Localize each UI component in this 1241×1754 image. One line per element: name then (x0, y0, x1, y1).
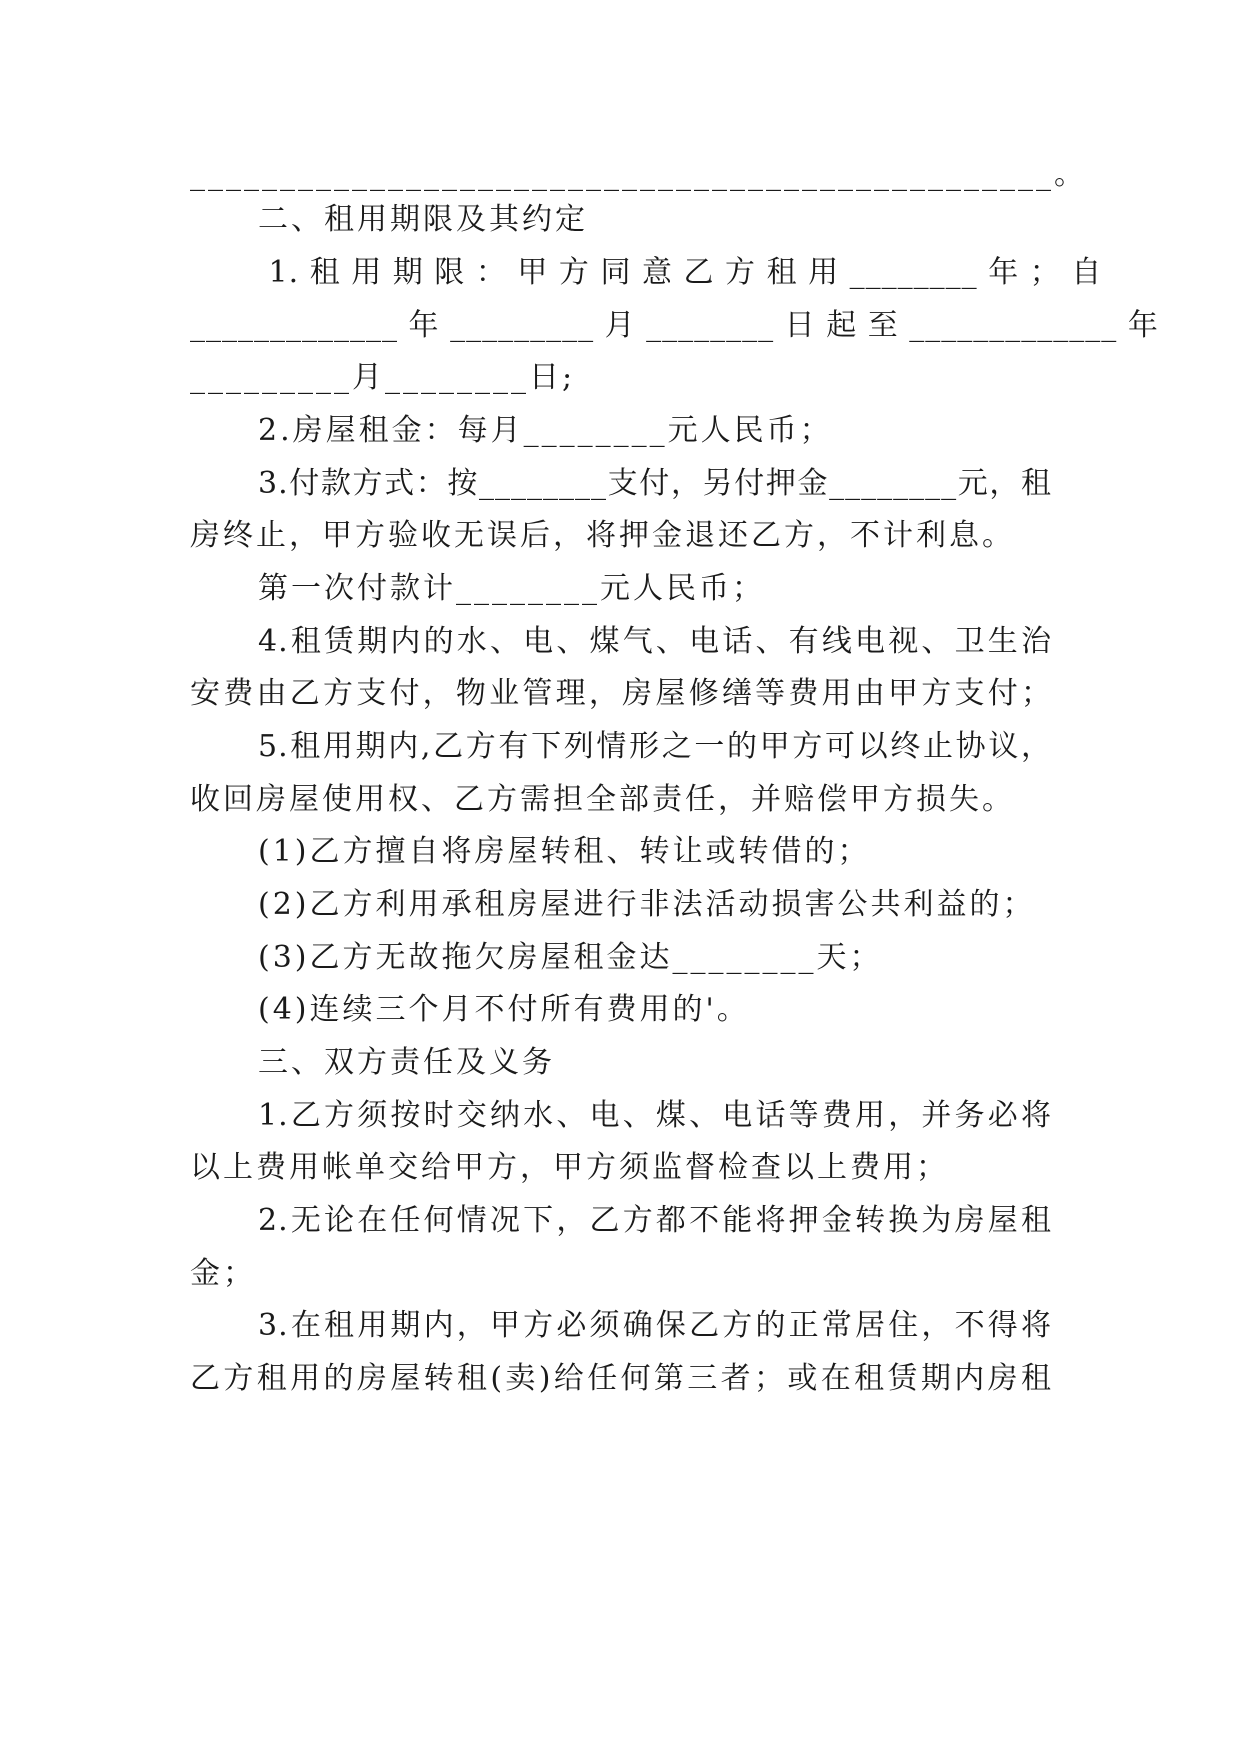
text-line: 第一次付款计________元人民币； (258, 571, 765, 606)
text-line: 以上费用帐单交给甲方，甲方须监督检查以上费用； (190, 1150, 949, 1185)
section-heading: 二、租用期限及其约定 (258, 202, 588, 237)
text-line: 1. 租 用 期 限 ： 甲 方 同 意 乙 方 租 用 ________ 年 ； 自 (258, 255, 1103, 290)
text-line: 2.房屋租金：每月________元人民币； (258, 413, 833, 448)
list-item: (1)乙方擅自将房屋转租、转让或转借的； (258, 834, 871, 869)
text-line: 3.付款方式：按________支付，另付押金________元，租 (258, 466, 1052, 501)
list-item: (2)乙方利用承租房屋进行非法活动损害公共利益的； (258, 887, 1036, 922)
text-line: 4.租赁期内的水、电、煤气、电话、有线电视、卫生治 (258, 624, 1052, 659)
text-line: 2.无论在任何情况下，乙方都不能将押金转换为房屋租 (258, 1203, 1052, 1238)
text-line: 安费由乙方支付，物业管理，房屋修缮等费用由甲方支付； (190, 676, 1052, 711)
text-line: 收回房屋使用权、乙方需担全部责任，并赔偿甲方损失。 (190, 782, 1015, 817)
text-line: 乙方租用的房屋转租(卖)给任何第三者；或在租赁期内房租 (190, 1361, 1052, 1396)
text-line: 1.乙方须按时交纳水、电、煤、电话等费用，并务必将 (258, 1098, 1052, 1133)
section-heading: 三、双方责任及义务 (258, 1045, 555, 1080)
text-line: 3.在租用期内，甲方必须确保乙方的正常居住，不得将 (258, 1308, 1052, 1343)
list-item: (3)乙方无故拖欠房屋租金达________天； (258, 940, 883, 975)
text-line: 5.租用期内,乙方有下列情形之一的甲方可以终止协议， (258, 729, 1052, 764)
list-item: (4)连续三个月不付所有费用的'。 (258, 992, 750, 1027)
text-line: 房终止，甲方验收无误后，将押金退还乙方，不计利息。 (190, 518, 1015, 553)
text-line: 金； (190, 1256, 256, 1291)
text-line: _________月________日; (190, 360, 576, 395)
text-line: ________________________________________________。 (190, 157, 1087, 192)
text-line: _____________ 年 _________ 月 ________ 日 起 至 _____________ 年 (190, 308, 1159, 343)
